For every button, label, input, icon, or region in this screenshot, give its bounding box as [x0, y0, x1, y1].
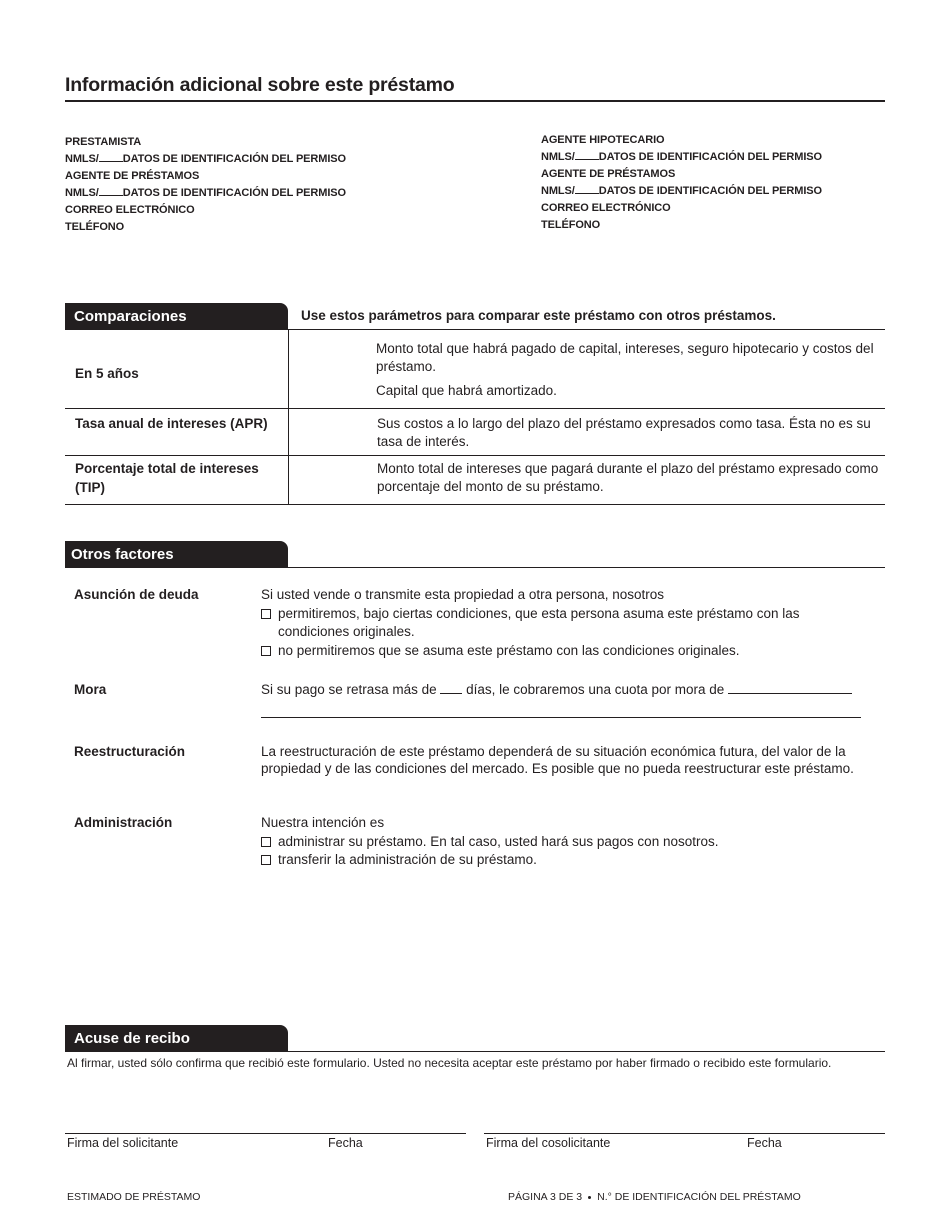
- servicing-option-service: [261, 833, 861, 852]
- checkbox[interactable]: [261, 646, 271, 656]
- acknowledgment-tab: Acuse de recibo: [65, 1025, 288, 1051]
- phone-label: TELÉFONO: [541, 219, 601, 231]
- late-fee-blank[interactable]: [728, 682, 852, 694]
- applicant-signature-line[interactable]: [65, 1133, 466, 1134]
- email-label: CORREO ELECTRÓNICO: [541, 202, 671, 214]
- row-text-tip: Monto total de intereses que pagará durante el plazo del préstamo expresado como porcentaje del monto de su préstamo.: [377, 461, 879, 494]
- servicing-label: Administración: [74, 815, 173, 830]
- servicing-option-transfer-text: transferir la administración de su préstamo.: [278, 852, 537, 867]
- loan-officer-label: AGENTE DE PRÉSTAMOS: [65, 170, 200, 182]
- title-divider: [65, 100, 885, 102]
- applicant-date-label: Fecha: [328, 1136, 363, 1150]
- coapplicant-signature-line[interactable]: [484, 1133, 885, 1134]
- refinance-label: Reestructuración: [74, 744, 186, 759]
- late-payment-text: [261, 681, 852, 700]
- late-text-b: días, le cobraremos una cuota por mora de: [466, 682, 725, 697]
- other-factors-tab: Otros factores: [65, 541, 288, 567]
- comparisons-header: Use estos parámetros para comparar este préstamo con otros préstamos.: [301, 308, 776, 323]
- nmls-blank[interactable]: [99, 187, 123, 196]
- refinance-text: La reestructuración de este préstamo dependerá de su situación económica futura, del valor de la propiedad y de las condiciones del mercado. Es posible que no pueda reestructurar este préstamo.: [261, 744, 854, 776]
- comparisons-tab: Comparaciones: [65, 303, 288, 329]
- nmls-blank[interactable]: [575, 151, 599, 160]
- comparisons-bottom-rule: [65, 504, 885, 505]
- lender-info-block: [65, 134, 346, 236]
- row-text-5-years-principal: Capital que habrá amortizado.: [376, 383, 557, 398]
- checkbox[interactable]: [261, 855, 271, 865]
- officer-nmls-row: [541, 183, 822, 200]
- assumption-option-allow: [261, 605, 861, 642]
- row-text-apr: Sus costos a lo largo del plazo del préstamo expresados como tasa. Ésta no es su tasa de interés.: [377, 416, 871, 449]
- nmls-blank[interactable]: [99, 153, 123, 162]
- license-label: DATOS DE IDENTIFICACIÓN DEL PERMISO: [122, 187, 346, 199]
- row-text-5-years-total: Monto total que habrá pagado de capital, intereses, seguro hipotecario y costos del préstamo.: [376, 341, 874, 374]
- nmls-label: NMLS/: [541, 185, 575, 197]
- footer-page-info: [508, 1191, 801, 1203]
- assumption-label: Asunción de deuda: [74, 587, 199, 602]
- footer-loan-id: N.° DE IDENTIFICACIÓN DEL PRÉSTAMO: [597, 1191, 801, 1203]
- other-factors-rule: [65, 567, 885, 568]
- nmls-label: NMLS/: [65, 187, 99, 199]
- row-label-tip: Porcentaje total de intereses (TIP): [75, 461, 259, 495]
- bullet-separator: [588, 1196, 591, 1199]
- nmls-blank[interactable]: [575, 185, 599, 194]
- late-text-a: Si su pago se retrasa más de: [261, 682, 437, 697]
- assumption-intro: Si usted vende o transmite esta propiedad a otra persona, nosotros: [261, 587, 664, 602]
- row-divider: [65, 408, 885, 409]
- broker-nmls-row: [541, 149, 822, 166]
- footer-form-name: ESTIMADO DE PRÉSTAMO: [67, 1191, 201, 1203]
- servicing-option-service-text: administrar su préstamo. En tal caso, usted hará sus pagos con nosotros.: [278, 833, 719, 849]
- acknowledgment-text: Al firmar, usted sólo confirma que recibió este formulario. Usted no necesita aceptar este préstamo por haber firmado o recibido este formulario.: [67, 1056, 832, 1070]
- footer-page-number: PÁGINA 3 DE 3: [508, 1191, 583, 1203]
- email-label: CORREO ELECTRÓNICO: [65, 204, 195, 216]
- checkbox[interactable]: [261, 837, 271, 847]
- comparisons-top-rule: [65, 329, 885, 330]
- license-label: DATOS DE IDENTIFICACIÓN DEL PERMISO: [598, 151, 822, 163]
- nmls-label: NMLS/: [65, 153, 99, 165]
- phone-label: TELÉFONO: [65, 221, 125, 233]
- assumption-option-allow-text: permitiremos, bajo ciertas condiciones, que esta persona asuma este préstamo con las condiciones originales.: [278, 605, 800, 639]
- late-days-blank[interactable]: [440, 682, 462, 694]
- broker-info-block: [541, 132, 822, 234]
- late-payment-label: Mora: [74, 682, 107, 697]
- assumption-option-deny: [261, 642, 861, 661]
- row-label-apr: Tasa anual de intereses (APR): [75, 416, 268, 431]
- comparisons-column-divider: [288, 329, 289, 504]
- row-label-5-years: En 5 años: [75, 366, 139, 381]
- lender-label: PRESTAMISTA: [65, 136, 142, 148]
- assumption-option-deny-text: no permitiremos que se asuma este préstamo con las condiciones originales.: [278, 642, 740, 658]
- acknowledgment-rule: [65, 1051, 885, 1052]
- servicing-option-transfer: [261, 851, 861, 870]
- license-label: DATOS DE IDENTIFICACIÓN DEL PERMISO: [122, 153, 346, 165]
- servicing-block: [261, 814, 861, 870]
- page-title: Información adicional sobre este préstamo: [65, 74, 455, 96]
- nmls-label: NMLS/: [541, 151, 575, 163]
- loan-officer-label: AGENTE DE PRÉSTAMOS: [541, 168, 676, 180]
- checkbox[interactable]: [261, 609, 271, 619]
- assumption-block: [261, 586, 861, 660]
- servicing-intro: Nuestra intención es: [261, 815, 385, 830]
- officer-nmls-row: [65, 185, 346, 202]
- late-fee-second-line[interactable]: [261, 717, 861, 718]
- coapplicant-signature-label: Firma del cosolicitante: [486, 1136, 611, 1150]
- coapplicant-date-label: Fecha: [747, 1136, 782, 1150]
- lender-nmls-row: [65, 151, 346, 168]
- applicant-signature-label: Firma del solicitante: [67, 1136, 179, 1150]
- license-label: DATOS DE IDENTIFICACIÓN DEL PERMISO: [598, 185, 822, 197]
- broker-label: AGENTE HIPOTECARIO: [541, 134, 665, 146]
- row-divider: [65, 455, 885, 456]
